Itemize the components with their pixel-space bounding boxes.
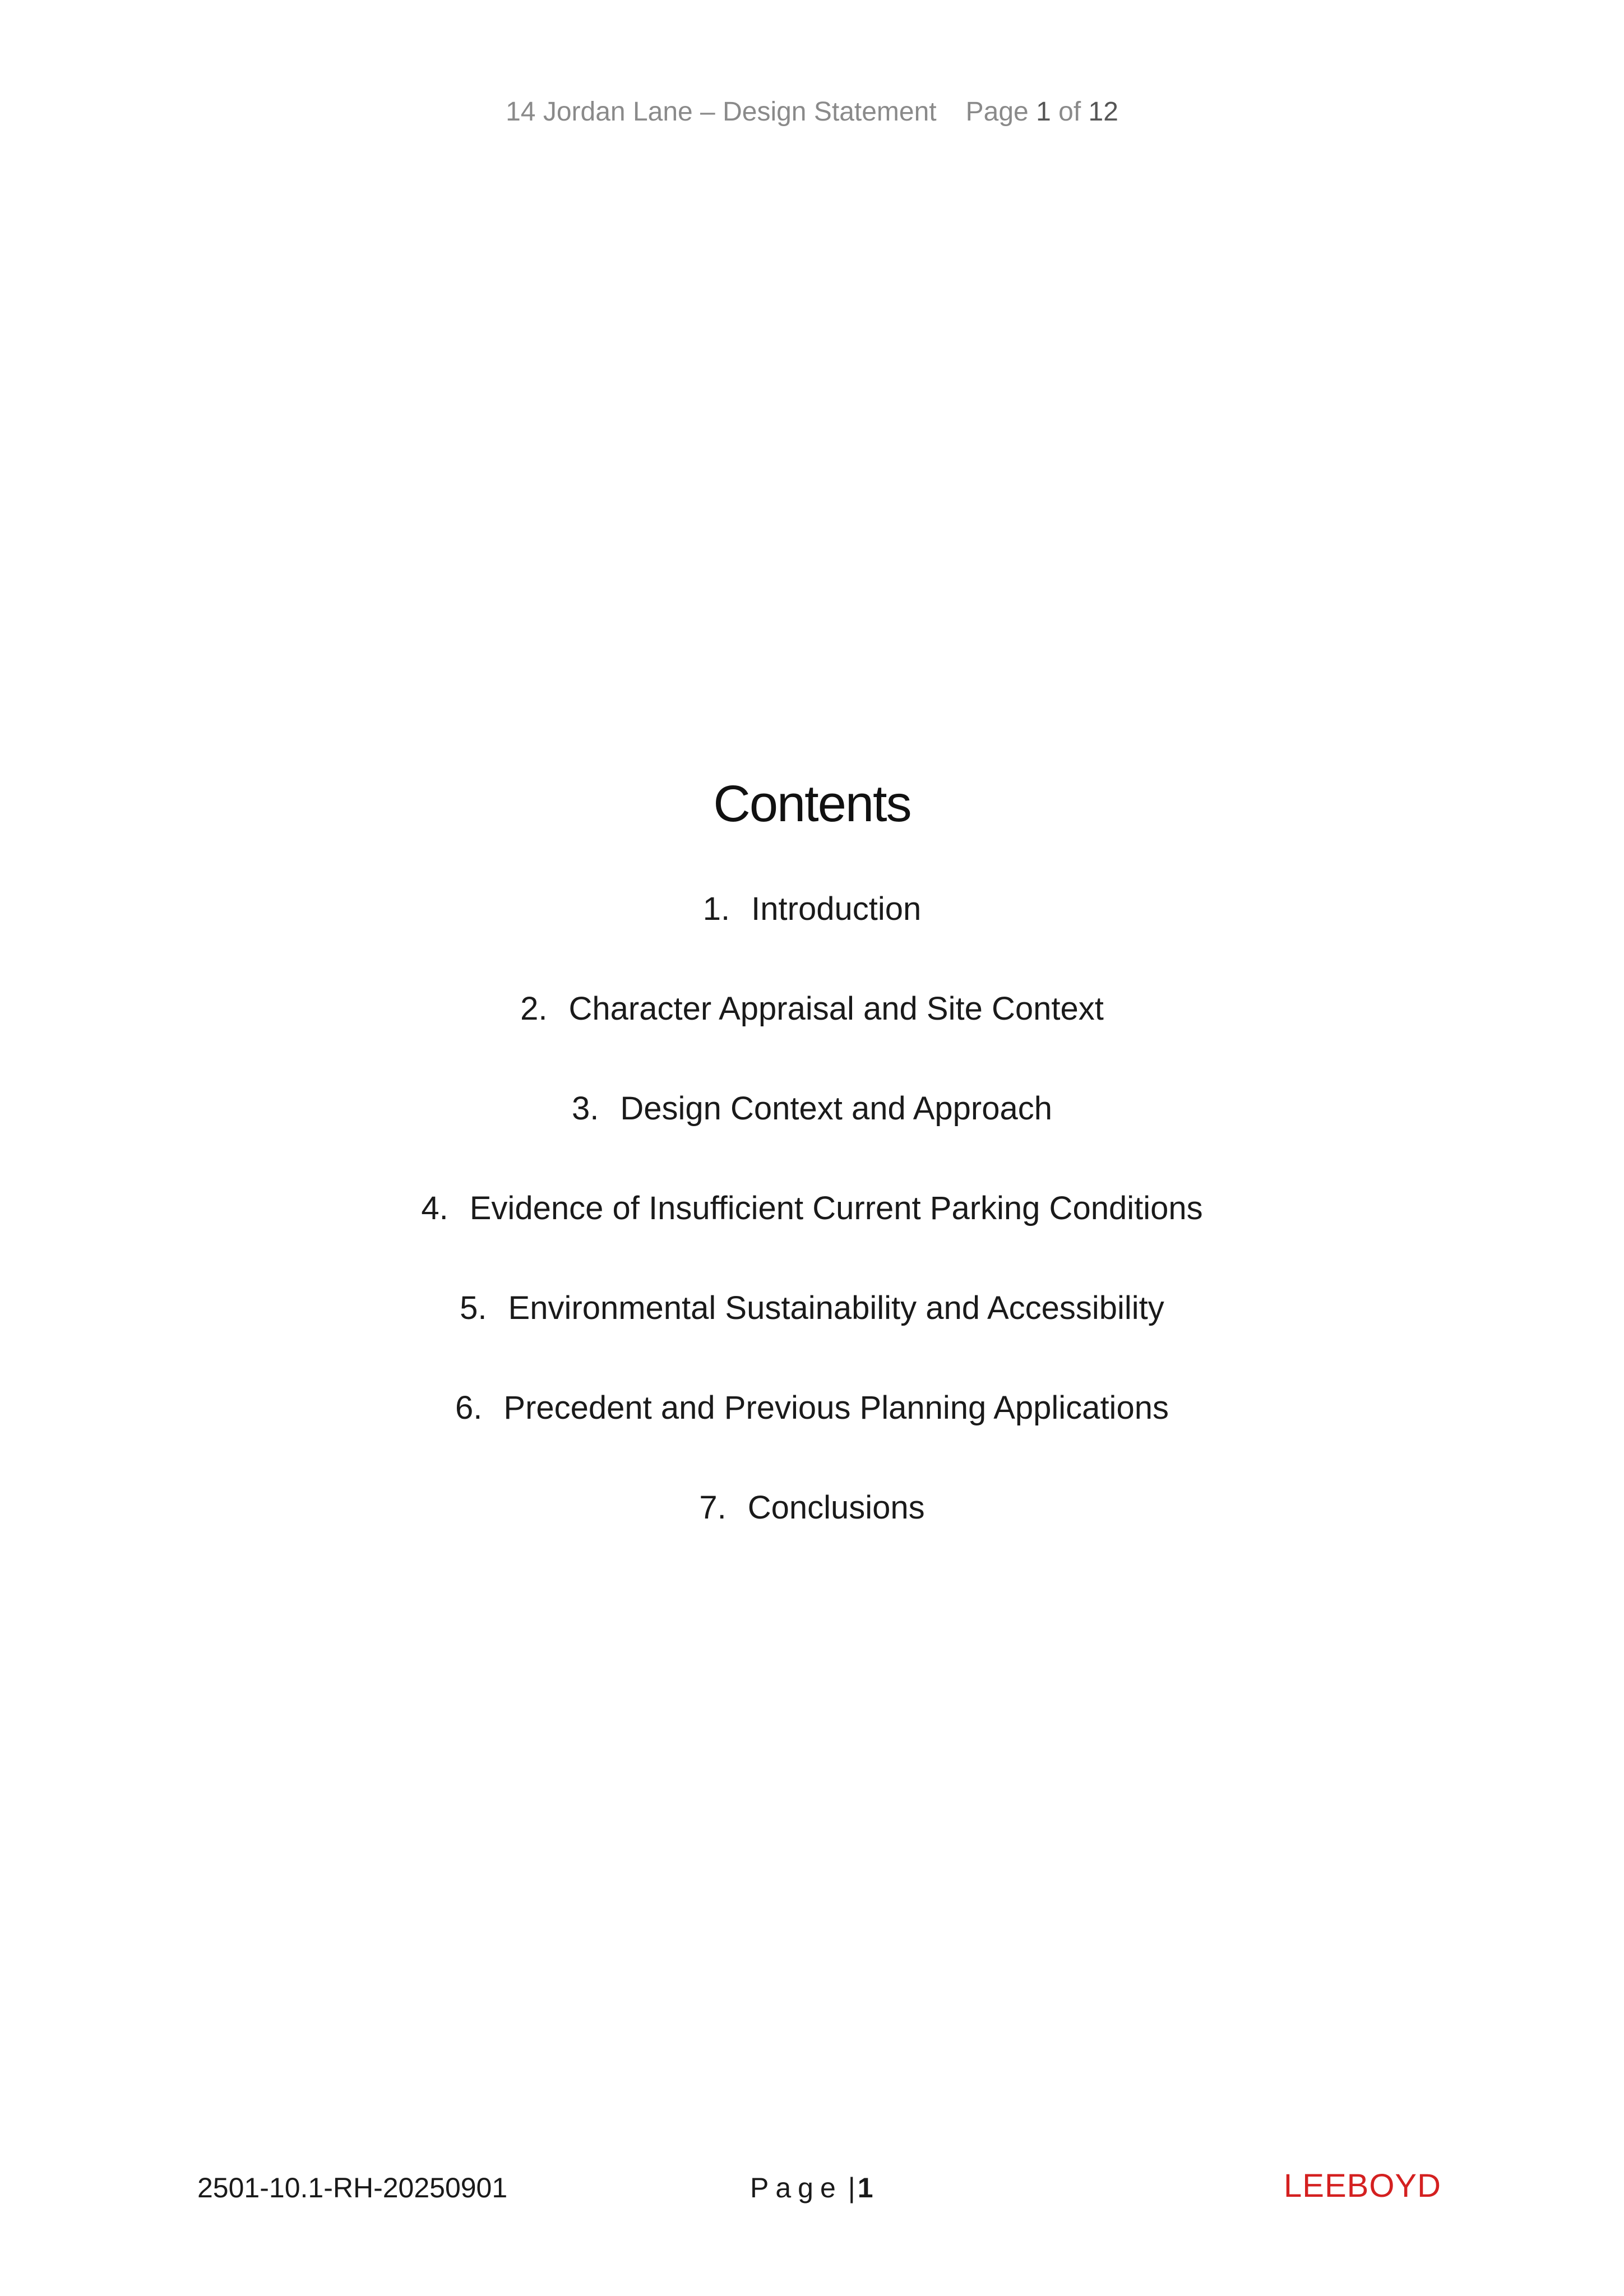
- toc-item[interactable]: [0, 1289, 1624, 1389]
- page-header: [0, 96, 1624, 127]
- toc-item-number: 3.: [572, 1090, 599, 1127]
- toc-item-label: Character Appraisal and Site Context: [568, 990, 1104, 1027]
- toc-item-label: Environmental Sustainability and Accessibility: [508, 1290, 1164, 1326]
- toc-item-number: 7.: [699, 1489, 727, 1526]
- toc-item[interactable]: [0, 890, 1624, 990]
- toc-item-label: Design Context and Approach: [620, 1090, 1052, 1127]
- header-page-prefix: Page: [965, 97, 1029, 127]
- toc-item[interactable]: [0, 1090, 1624, 1189]
- toc-item-label: Introduction: [751, 891, 922, 927]
- toc-item[interactable]: [0, 1489, 1624, 1589]
- header-page-of: of: [1058, 97, 1081, 127]
- toc-item-label: Precedent and Previous Planning Applications: [503, 1390, 1169, 1426]
- toc-item-number: 2.: [520, 990, 548, 1027]
- toc-item[interactable]: [0, 1389, 1624, 1489]
- header-page-current: 1: [1036, 97, 1051, 127]
- toc-item-label: Conclusions: [747, 1489, 925, 1526]
- footer-page-separator: |: [848, 2172, 855, 2204]
- contents-title: Contents: [713, 775, 911, 832]
- header-page-total: 12: [1088, 97, 1118, 127]
- toc-item-number: 4.: [421, 1190, 448, 1226]
- toc-item-number: 1.: [702, 891, 730, 927]
- footer-page-number: [750, 2172, 873, 2204]
- toc-item-label: Evidence of Insufficient Current Parking Conditions: [469, 1190, 1203, 1226]
- toc-item[interactable]: [0, 1189, 1624, 1289]
- footer-reference: 2501-10.1-RH-20250901: [197, 2172, 508, 2204]
- toc-item[interactable]: [0, 990, 1624, 1090]
- brand-logo: LEEBOYD: [1284, 2168, 1441, 2204]
- toc-item-number: 5.: [460, 1290, 487, 1326]
- header-title: 14 Jordan Lane – Design Statement: [506, 97, 937, 127]
- table-of-contents: [0, 890, 1624, 1589]
- footer-page-label: Page: [750, 2172, 843, 2204]
- footer-page-value: 1: [857, 2172, 873, 2204]
- toc-item-number: 6.: [455, 1390, 483, 1426]
